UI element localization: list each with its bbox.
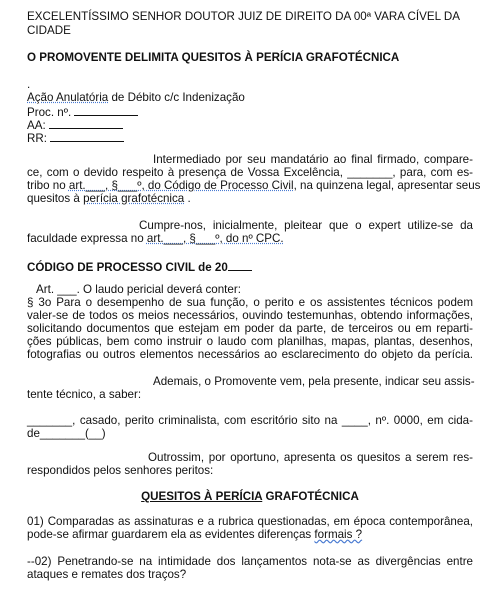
cpc-line3: solicitando documentos que estejam em poder da parte, de terceiros ou em reparti- [27,322,473,335]
case-rr-line [27,130,473,145]
quesitos-heading: QUESITOS À PERÍCIA GRAFOTÉCNICA [141,490,359,503]
header-address-line2: CIDADE [27,24,71,37]
para4-line1: Outrossim, por oportuno, apresenta os quesitos a serem res- [148,451,473,464]
para4-line2: respondidos pelos senhores peritos: [27,464,214,477]
para2-line2: faculdade expressa no art.___, §___º, do nº CPC. [27,232,284,245]
cpc-heading: CÓDIGO DE PROCESSO CIVIL de 20 [27,259,473,274]
cpc-line4: ções públicas, bem como instruir o laudo com planilhas, mapas, plantas, desenhos, [27,335,473,348]
expert-line1: _______, casado, perito criminalista, com escritório sito na ____, nº. 0000, em cida- [27,414,473,427]
case-proc-blank [74,104,138,116]
case-aa-blank [49,117,123,129]
question1-line2: pode-se afirmar guardarem ela as evidentes diferenças formais ? [27,528,363,541]
cpc-line5: fotografias ou outros elementos necessários ao esclarecimento do objeto da perícia. [27,348,473,361]
para1-line4: quesitos à perícia grafotécnica . [27,192,191,205]
case-proc-label: Proc. nº. [27,106,75,119]
para1-pericia-link: perícia grafotécnica [83,192,185,205]
para2-line1: Cumpre-nos, inicialmente, pleitear que o expert utilize-se da [139,219,473,232]
dot-marker: . [27,78,31,91]
question1-formais: formais ? [314,528,363,541]
document-title: O PROMOVENTE DELIMITA QUESITOS À PERÍCIA GRAFOTÉCNICA [27,51,400,64]
case-rr-label: RR: [27,132,51,145]
cpc-line1: § 3o Para o desempenho de sua função, o perito e os assistentes técnicos podem [27,296,473,309]
case-action-type: Ação Anulatória [27,91,109,104]
question1-line1: 01) Comparadas as assinaturas e a rubrica questionadas, em época contemporânea, [27,515,473,528]
question2-line2: ataques e remates dos traços? [27,568,187,581]
question2-line1: --02) Penetrando-se na intimidade dos lançamentos nota-se as divergências entre [27,555,473,568]
case-action-rest: de Débito c/c Indenização [111,91,245,104]
case-rr-blank [50,130,124,142]
para1-line2: ce, com o devido respeito à presença de Vossa Excelência, _______, para, com es- [27,166,473,179]
para3-line2: tente técnico, a saber: [27,388,142,401]
expert-line2: de_______(__) [27,427,106,440]
cpc-art-line: Art. ___. O laudo pericial deverá conter: [36,283,241,296]
para1-article-ref: art.___, §___º, do Código de Processo Civil [68,179,294,192]
cpc-line2: valer-se de todos os meios necessários, ouvindo testemunhas, obtendo informações, [27,309,473,322]
para1-line1: Intermediado por seu mandatário ao final firmado, compare- [153,153,473,166]
para1-line3: tribo no art.___, §___º, do Código de Processo Civil, na quinzena legal, apresentar seus [27,179,481,192]
case-action-line [27,91,473,104]
para2-cpc-ref: art.___, §___º, do nº CPC. [146,232,284,245]
case-aa-label: AA: [27,119,49,132]
cpc-heading-blank [228,259,252,271]
header-address-line1: EXCELENTÍSSIMO SENHOR DOUTOR JUIZ DE DIREITO DA 00ª VARA CÍVEL DA [27,10,460,23]
para3-line1: Ademais, o Promovente vem, pela presente, indicar seu assis- [153,375,475,388]
